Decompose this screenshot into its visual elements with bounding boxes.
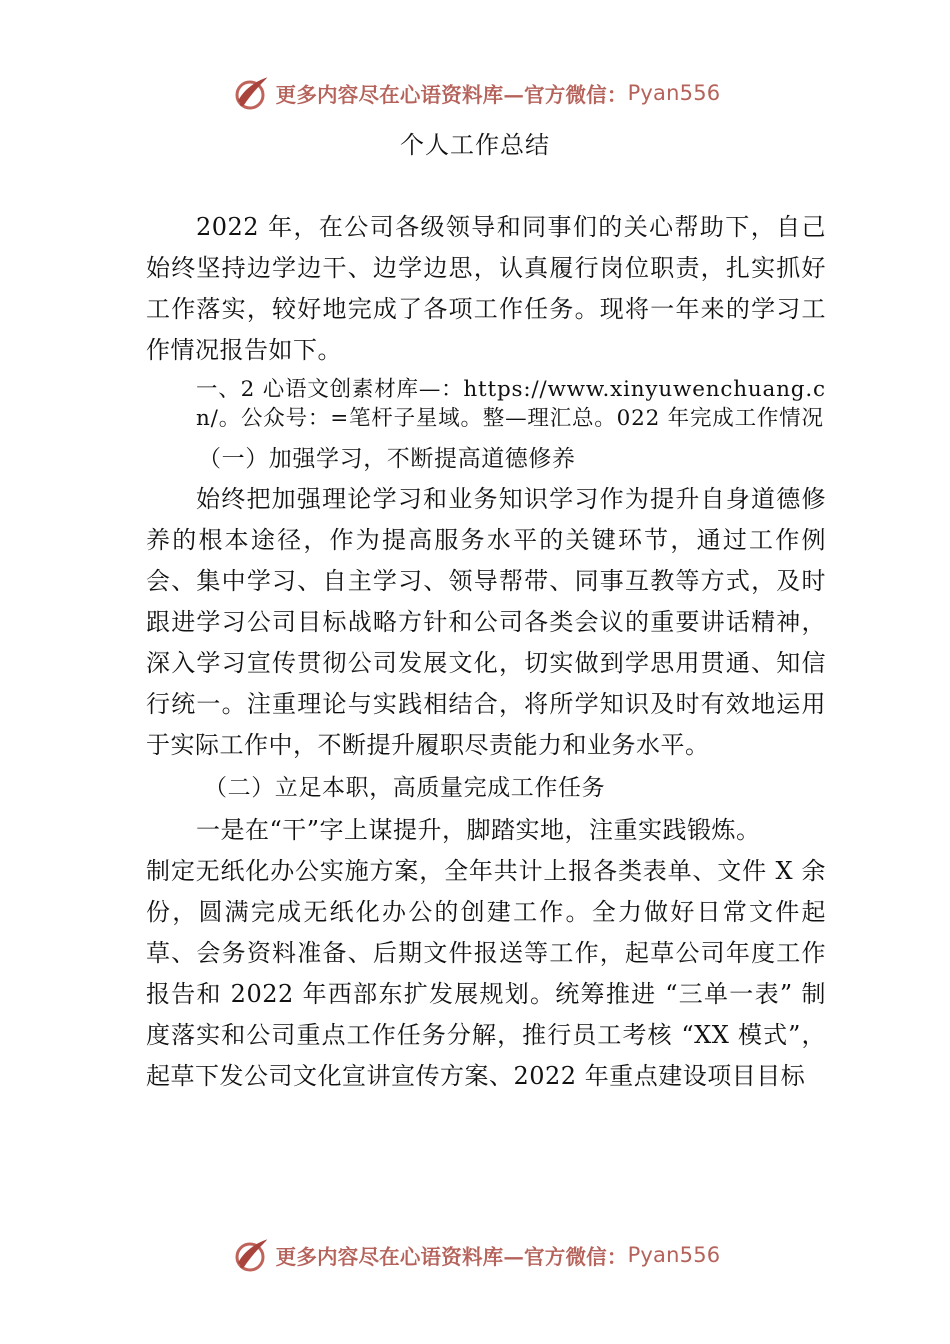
watermark-wechat-id: Pyan556 [627, 81, 721, 105]
subsection-2-body: 制定无纸化办公实施方案，全年共计上报各类表单、文件 X 余份，圆满完成无纸化办公的创建工作。全力做好日常文件起草、会务资料准备、后期文件报送等工作，起草公司年度工作报告和 2022 年西部东扩发展规划。统筹推进 “三单一表” 制度落实和公司重点工作任务分解，推行员工考核 “XX 模式”， 起草下发公司文化宣讲宣传方案、2022 年重点建设项目目标 [146, 857, 826, 1090]
intro-paragraph: 2022 年，在公司各级领导和同事们的关心帮助下，自己始终坚持边学边干、边学边思，认真履行岗位职责，扎实抓好工作落实，较好地完成了各项工作任务。现将一年来的学习工作情况报告如下。 [146, 213, 826, 364]
subsection-2-lead: 一是在“干”字上谋提升，脚踏实地，注重实践锻炼。 [196, 816, 761, 844]
subsection-2-heading: （二）立足本职，高质量完成工作任务 [204, 775, 606, 801]
subsection-1-heading: （一）加强学习，不断提高道德修养 [198, 446, 576, 472]
subsection-1-body: 始终把加强理论学习和业务知识学习作为提升自身道德修养的根本途径，作为提高服务水平的关键环节，通过工作例会、集中学习、自主学习、领导帮带、同事互教等方式，及时跟进学习公司目标战略方针和公司各类会议的重要讲话精神，深入学习宣传贯彻公司发展文化，切实做到学思用贯通、知信行统一。注重理论与实践相结合，将所学知识及时有效地运用于实际工作中，不断提升履职尽责能力和业务水平。 [146, 485, 826, 759]
section-1-heading: 一、2 心语文创素材库—：https://www.xinyuwenchuang.cn/。公众号：=笔杆子星域。整—理汇总。022 年完成工作情况 [196, 377, 826, 431]
watermark-banner-top [0, 70, 950, 116]
document-body [146, 207, 826, 1097]
watermark-text: 更多内容尽在心语资料库—官方微信： [275, 83, 628, 107]
watermark-text: 更多内容尽在心语资料库—官方微信： [275, 1245, 628, 1269]
watermark-banner-bottom [0, 1232, 950, 1278]
pen-nib-logo-icon [230, 1233, 274, 1277]
watermark-wechat-id: Pyan556 [627, 1243, 721, 1267]
pen-nib-logo-icon [230, 71, 274, 115]
page-title: 个人工作总结 [400, 131, 550, 159]
